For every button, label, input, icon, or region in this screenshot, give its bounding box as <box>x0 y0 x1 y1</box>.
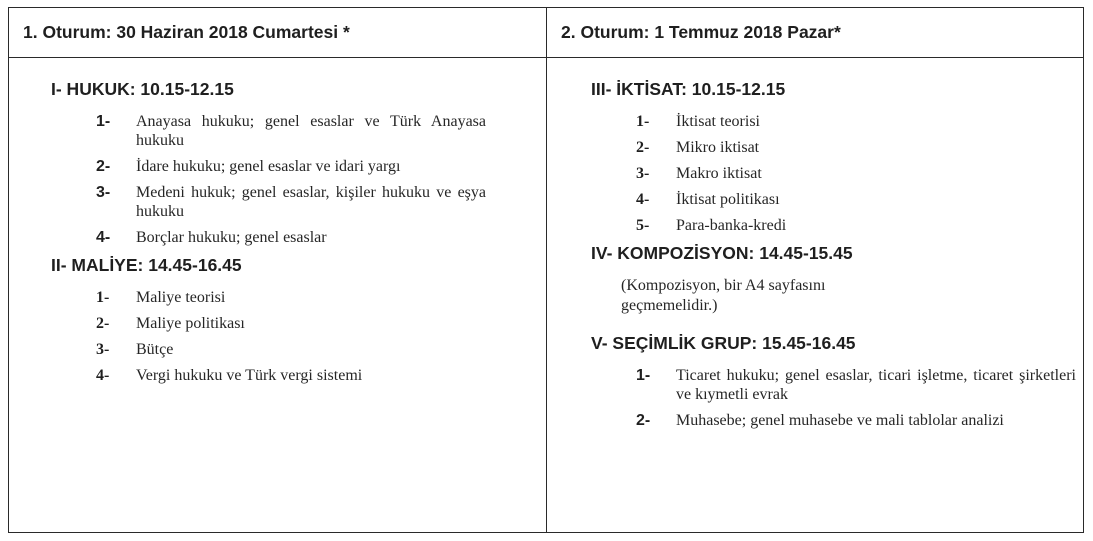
item-text: Para-banka-kredi <box>676 217 787 234</box>
item-number: 3- <box>636 165 650 182</box>
item-text: İktisat politikası <box>676 191 780 208</box>
exam-schedule-table <box>8 7 1084 533</box>
section-title-kompozisyon: IV- KOMPOZİSYON: 14.45-15.45 <box>591 243 853 263</box>
item-number: 2- <box>96 315 110 332</box>
section-title-secimlik-grup: V- SEÇİMLİK GRUP: 15.45-16.45 <box>591 333 856 353</box>
item-number: 5- <box>636 217 650 234</box>
item-number: 3- <box>96 341 110 358</box>
session2-header: 2. Oturum: 1 Temmuz 2018 Pazar* <box>547 8 1083 58</box>
item-text: Ticaret hukuku; genel esaslar, ticari işletme, ticaret şirketleri ve kıymetli evrak <box>676 367 1076 403</box>
item-text: Vergi hukuku ve Türk vergi sistemi <box>136 367 363 384</box>
item-number: 1- <box>636 113 650 130</box>
section-title-iktisat: III- İKTİSAT: 10.15-12.15 <box>591 79 786 99</box>
section-title-hukuk: I- HUKUK: 10.15-12.15 <box>51 79 234 99</box>
list-item <box>96 228 486 247</box>
item-text: Makro iktisat <box>676 165 762 182</box>
maliye-list <box>9 288 486 385</box>
list-item <box>96 112 486 150</box>
item-text: İktisat teorisi <box>676 113 760 130</box>
list-item <box>96 340 486 359</box>
list-item <box>636 366 1076 404</box>
list-item <box>96 288 486 307</box>
list-item <box>636 411 1076 430</box>
item-number: 2- <box>96 158 111 175</box>
list-item <box>96 157 486 176</box>
item-text: Medeni hukuk; genel esaslar, kişiler hukuku ve eşya hukuku <box>136 184 486 220</box>
item-number: 2- <box>636 412 651 429</box>
list-item <box>96 366 486 385</box>
item-number: 1- <box>96 289 110 306</box>
list-item <box>96 314 486 333</box>
item-text: Mikro iktisat <box>676 139 760 156</box>
iktisat-list <box>547 112 1056 235</box>
kompozisyon-note: (Kompozisyon, bir A4 sayfasını geçmemelidir.) <box>621 277 826 314</box>
item-number: 4- <box>96 229 111 246</box>
list-item <box>636 190 1056 209</box>
item-text: İdare hukuku; genel esaslar ve idari yargı <box>136 158 401 175</box>
item-text: Muhasebe; genel muhasebe ve mali tablolar analizi <box>676 412 1004 429</box>
item-number: 1- <box>636 367 651 384</box>
item-number: 4- <box>636 191 650 208</box>
section-title-maliye: II- MALİYE: 14.45-16.45 <box>51 255 242 275</box>
session1-content <box>9 58 547 532</box>
item-text: Borçlar hukuku; genel esaslar <box>136 229 327 246</box>
list-item <box>636 112 1056 131</box>
hukuk-list <box>9 112 486 247</box>
secimlik-list <box>547 366 1076 430</box>
session2-content <box>547 58 1083 532</box>
list-item <box>96 183 486 221</box>
session1-header: 1. Oturum: 30 Haziran 2018 Cumartesi * <box>9 8 547 58</box>
list-item <box>636 164 1056 183</box>
list-item <box>636 138 1056 157</box>
item-text: Bütçe <box>136 341 174 358</box>
item-number: 2- <box>636 139 650 156</box>
item-text: Maliye teorisi <box>136 289 226 306</box>
item-text: Anayasa hukuku; genel esaslar ve Türk Anayasa hukuku <box>136 113 486 149</box>
item-number: 1- <box>96 113 111 130</box>
item-number: 3- <box>96 184 111 201</box>
item-number: 4- <box>96 367 110 384</box>
item-text: Maliye politikası <box>136 315 245 332</box>
list-item <box>636 216 1056 235</box>
